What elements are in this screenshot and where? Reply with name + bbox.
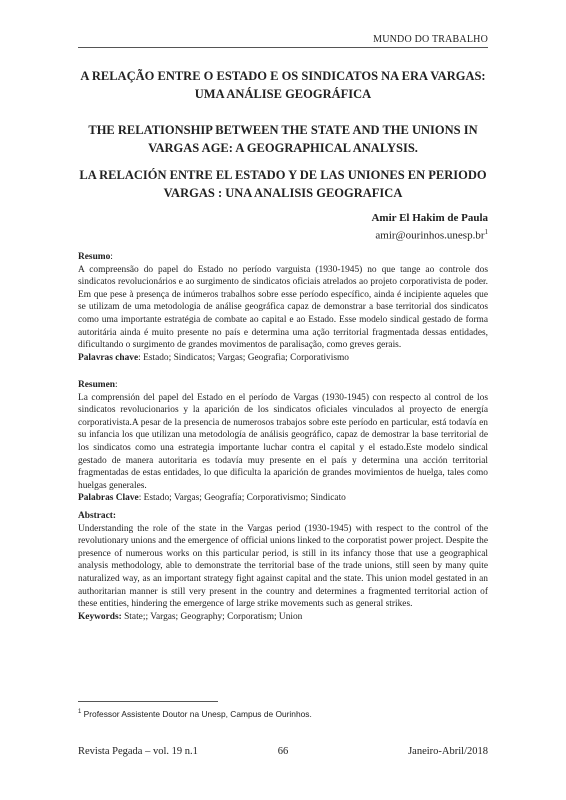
footnote-text: Professor Assistente Doutor na Unesp, Campus de Ourinhos. [81, 708, 312, 719]
abstract-es-keywords: : Estado; Vargas; Geografía; Corporativismo; Sindicato [138, 493, 346, 504]
abstract-pt-body: A compreensão do papel do Estado no período varguista (1930-1945) no que tange ao controle dos sindicatos revolucionários e ao surgimento de sindicatos oficiais atrelados ao projeto corporativista de poder. Em que pese à presença de inúmeros trabalhos sobre esse período específico, ainda é incipiente aqueles que se utilizam de uma metodologia de análise geográfica capaz de demonstrar a base territorial dos sindicatos como uma importante estratégia de combate ao capital e ao Estado. Esse modelo sindical gestado de forma autoritária ainda é muito presente no país e determina uma ação territorial fragmentada dessas entidades, dificultando o surgimento de grandes movimentos de paralisação, como greves gerais. [78, 264, 488, 351]
abstract-es-keywords-label: Palabras Clave [78, 493, 139, 504]
footnote [78, 707, 312, 720]
footnote-mark: 1 [78, 709, 82, 715]
author-block [371, 211, 488, 243]
footer-page-number: 66 [277, 746, 289, 757]
title-english: THE RELATIONSHIP BETWEEN THE STATE AND THE UNIONS IN VARGAS AGE: A GEOGRAPHICAL ANALYSIS. [88, 123, 478, 155]
abstract-en-keywords-label: Keywords: [78, 611, 122, 622]
abstract-en-heading: Abstract: [78, 511, 117, 521]
abstract-es-heading: Resumen [78, 380, 115, 390]
author-name: Amir El Hakim de Paula [371, 212, 488, 224]
footer-date: Janeiro-Abril/2018 [408, 746, 488, 757]
footnote-rule [78, 701, 218, 702]
title-portuguese: A RELAÇÃO ENTRE O ESTADO E OS SINDICATOS NA ERA VARGAS: UMA ANÁLISE GEOGRÁFICA [80, 69, 486, 101]
abstract-en-keywords: State;; Vargas; Geography; Corporatism; Union [121, 611, 303, 622]
abstract-es-heading-suffix: : [114, 380, 118, 390]
author-email-line [371, 225, 488, 243]
abstract-es-body: La comprensión del papel del Estado en el período de Vargas (1930-1945) con respecto al control de los sindicatos revolucionarios y la aparición de los sindicatos oficiales vinculados al proyecto de energía corporativista.A pesar de la presencia de numerosos trabajos sobre este período en particular, está todavía en su infancia los que utilizan una metodología de análisis geográfico, capaz de demostrar la base territorial de los sindicatos como una estrategia importante luchar contra el capital y el estado.Este modelo sindical gestado de manera autoritaria es todavía muy presente en el país y determina una acción territorial fragmentadas de estas entidades, lo que dificulta la aparición de grandes movimientos de huelga, tales como huelgas generales. [78, 392, 488, 491]
abstract-pt-keywords: : Estado; Sindicatos; Vargas; Geografia; Corporativismo [138, 352, 349, 363]
abstract-portuguese [78, 251, 488, 364]
header-rule [78, 47, 488, 48]
abstract-pt-keywords-label: Palavras chave [78, 352, 139, 363]
author-email[interactable]: amir@ourinhos.unesp.br [375, 229, 485, 242]
title-spanish: LA RELACIÓN ENTRE EL ESTADO Y DE LAS UNIONES EN PERIODO VARGAS : UNA ANALISIS GEOGRAFICA [79, 168, 487, 200]
author-footnote-mark: 1 [484, 228, 488, 236]
abstract-en-body: Understanding the role of the state in the Vargas period (1930-1945) with respect to the control of the revolutionary unions and the emergence of official unions linked to the corporatist power project. Despite the presence of numerous works on this particular period, is still in its infancy those that use a geographical analysis methodology, able to demonstrate the territorial base of the trade unions, still seen by many quite naturalized way, as an important strategy fight against capital and the state. This union model gestated in an authoritarian manner is still very present in the country and determines a fragmented territorial action of these entities, hindering the emergence of large strike movements such as general strikes. [78, 523, 488, 610]
abstract-pt-heading-suffix: : [110, 252, 113, 262]
abstract-spanish [78, 379, 488, 505]
footer-journal: Revista Pegada – vol. 19 n.1 [78, 746, 198, 757]
running-head: MUNDO DO TRABALHO [373, 34, 488, 45]
abstract-pt-heading: Resumo [78, 252, 111, 262]
abstract-english [78, 510, 488, 623]
